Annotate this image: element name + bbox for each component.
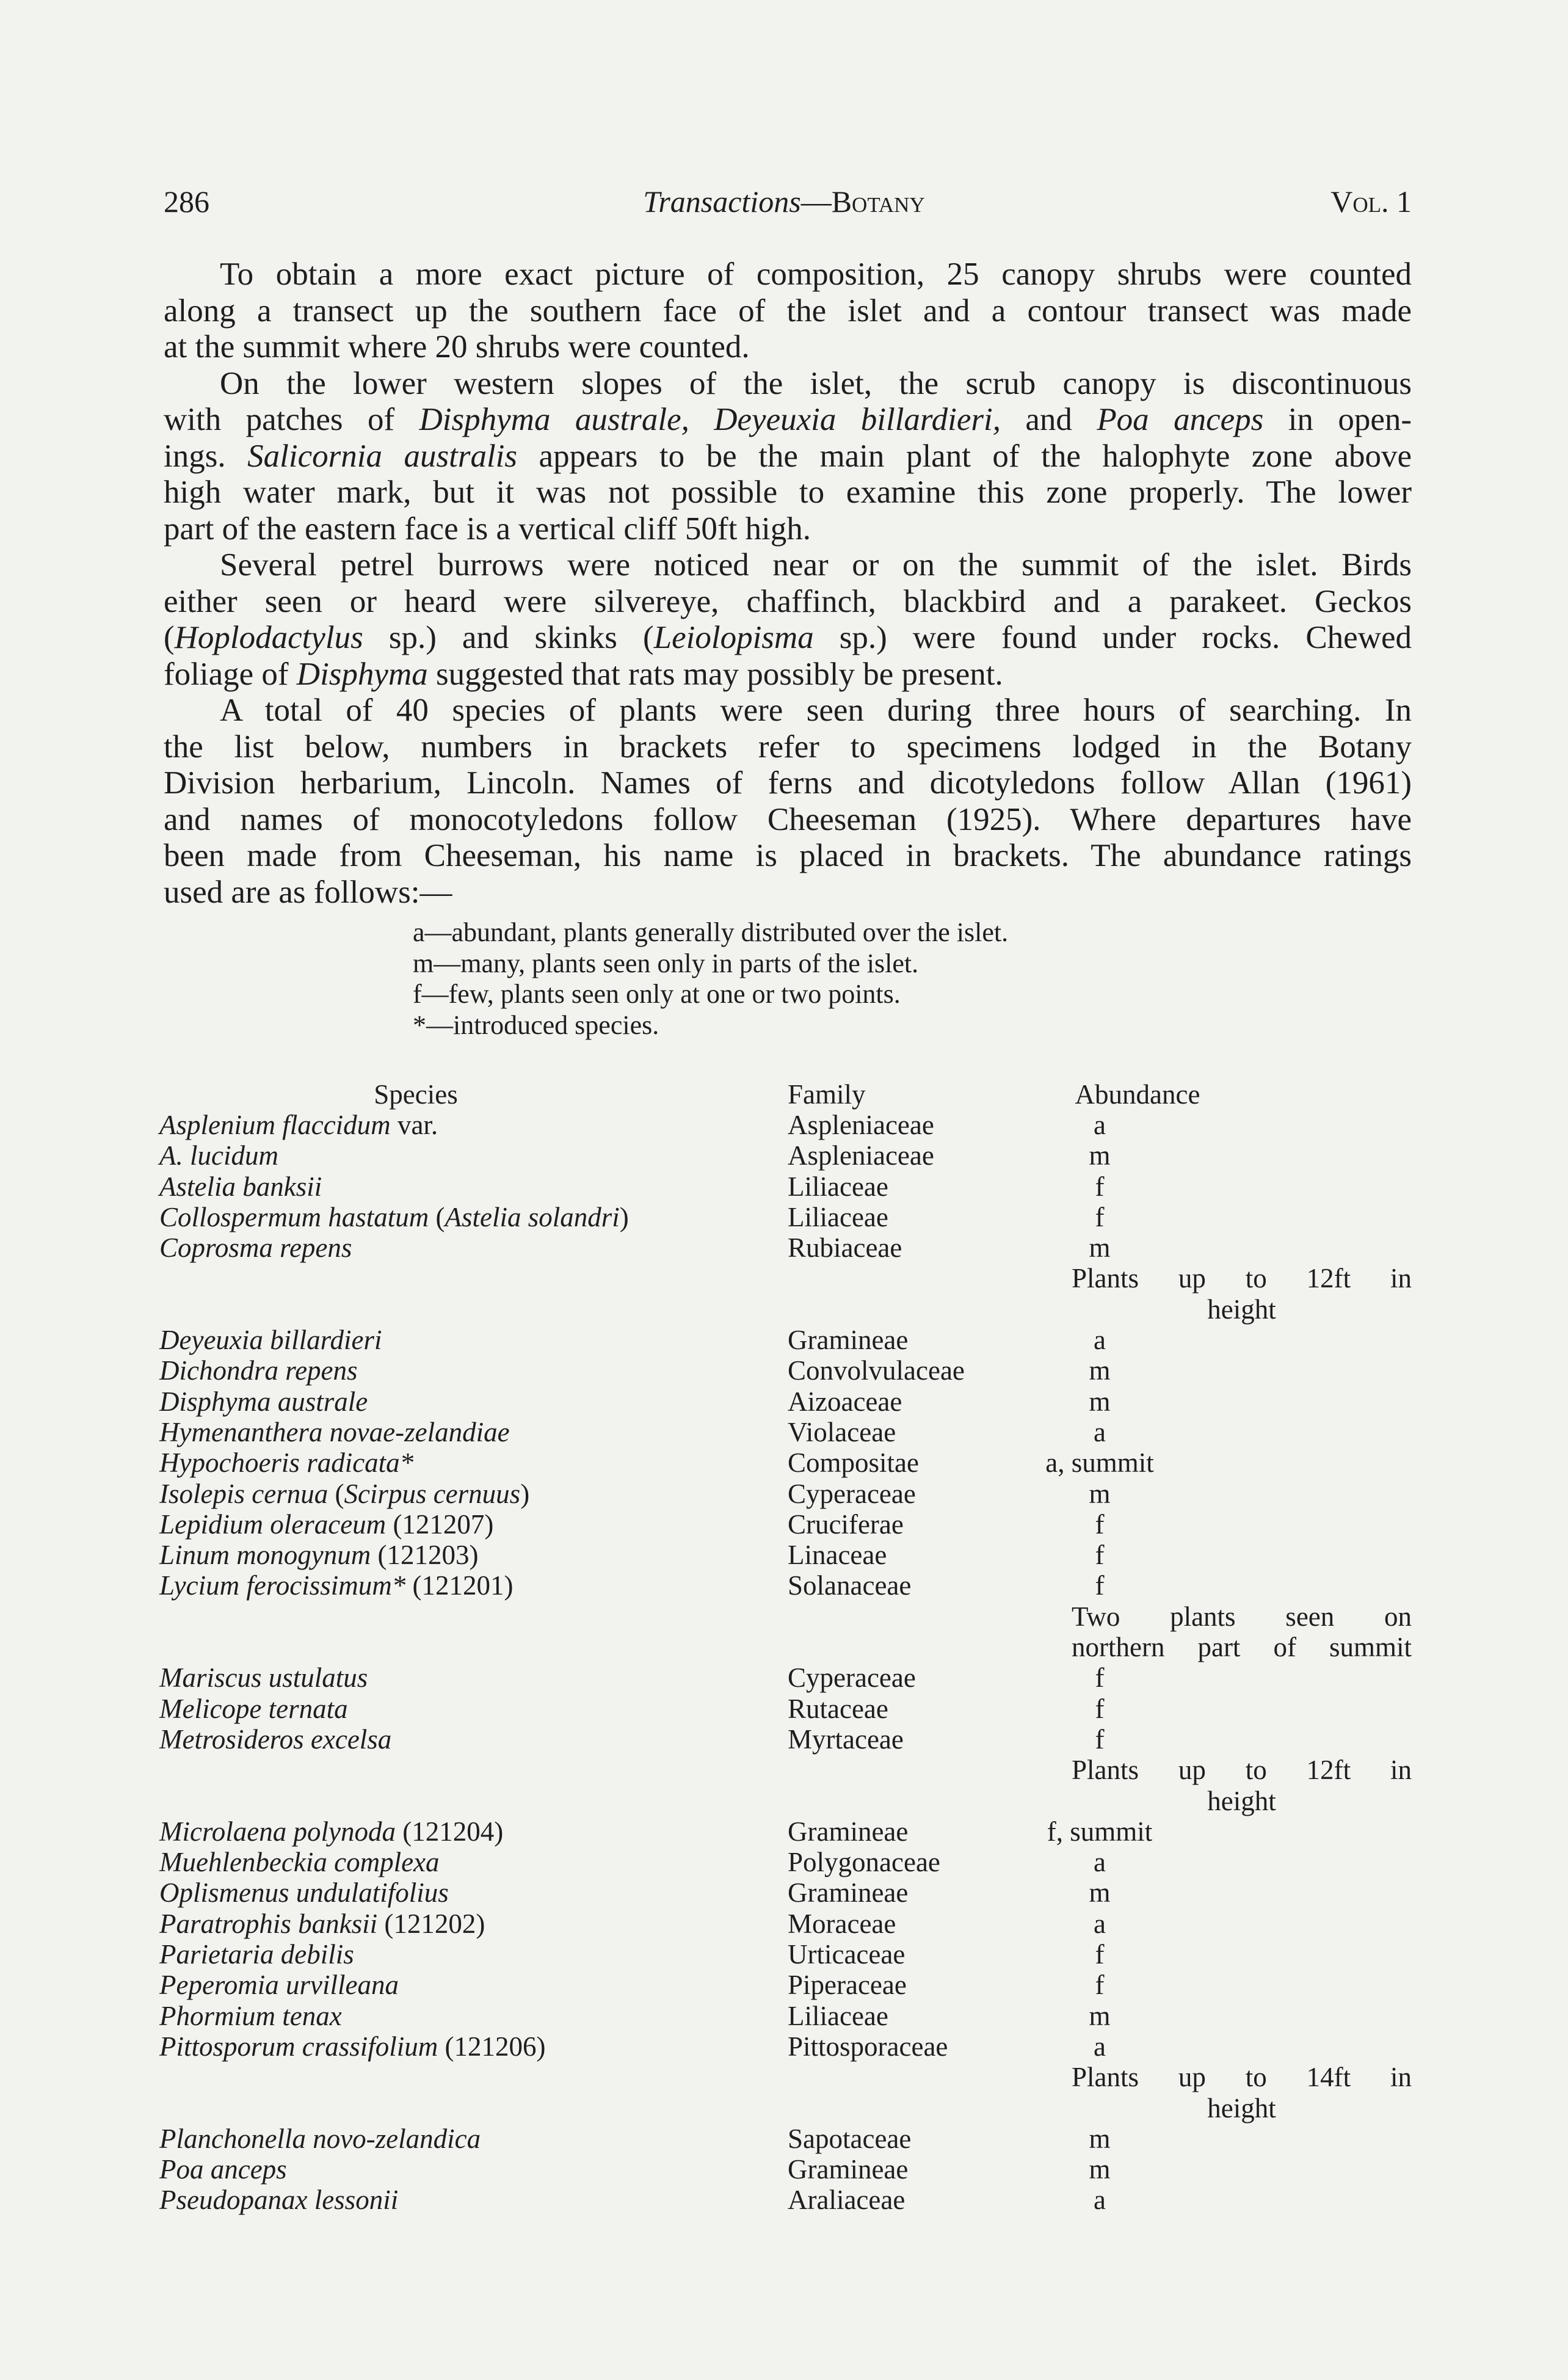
key-item: f—few, plants seen only at one or two points. bbox=[413, 979, 901, 1010]
abundance-cell: m bbox=[1089, 2000, 1111, 2031]
specimen-number: (121204) bbox=[402, 1816, 504, 1847]
species-cell bbox=[159, 1171, 322, 1202]
italic-taxon: Hoplodactylus bbox=[174, 620, 363, 655]
species-cell: Isolepis cernua (Scirpus cernuus) bbox=[159, 1478, 530, 1509]
species-name: Isolepis cernua bbox=[159, 1478, 328, 1509]
specimen-number: var. bbox=[397, 1110, 438, 1140]
abundance-cell: f bbox=[1095, 1939, 1105, 1970]
note-line: Plants up to 12ft in bbox=[1072, 1755, 1412, 1786]
table-row bbox=[159, 1662, 1412, 1693]
species-cell bbox=[159, 1877, 449, 1908]
family-cell: Pittosporaceae bbox=[788, 2031, 948, 2062]
species-name: Lepidium oleraceum bbox=[159, 1508, 387, 1540]
family-cell: Solanaceae bbox=[788, 1570, 912, 1601]
species-cell bbox=[159, 1386, 368, 1417]
family-cell: Piperaceae bbox=[788, 1970, 907, 2001]
family-cell: Aspleniaceae bbox=[788, 1140, 934, 1171]
abundance-cell: f bbox=[1095, 1508, 1105, 1540]
family-cell: Liliaceae bbox=[788, 1171, 888, 1202]
note-line: height bbox=[1207, 2092, 1276, 2123]
species-name: Peperomia urvilleana bbox=[159, 1970, 399, 2001]
text-line bbox=[164, 475, 1412, 511]
text-line bbox=[164, 293, 1412, 330]
species-name: A. lucidum bbox=[159, 1140, 278, 1171]
species-cell bbox=[159, 1570, 513, 1601]
table-row bbox=[159, 1110, 1412, 1140]
text-line bbox=[164, 729, 1412, 766]
abundance-cell: f bbox=[1095, 1171, 1105, 1202]
family-cell: Myrtaceae bbox=[788, 1723, 904, 1755]
species-cell bbox=[159, 1110, 438, 1140]
species-name: Coprosma repens bbox=[159, 1232, 352, 1264]
family-cell: Moraceae bbox=[788, 1908, 896, 1939]
species-cell bbox=[159, 1232, 352, 1263]
family-cell: Urticaceae bbox=[788, 1939, 906, 1970]
abundance-note bbox=[1072, 1755, 1412, 1816]
italic-taxon: Salicornia australis bbox=[247, 438, 518, 474]
line-text: along a transect up the southern face of the islet and a contour transect was made bbox=[164, 293, 1412, 329]
page-number: 286 bbox=[164, 184, 209, 219]
family-cell: Cyperaceae bbox=[788, 1478, 916, 1509]
species-cell bbox=[159, 2001, 342, 2031]
line-text: foliage of Disphyma suggested that rats may possibly be present. bbox=[164, 656, 1003, 692]
species-name: Phormium tenax bbox=[159, 2000, 342, 2031]
running-title-dash: — bbox=[800, 184, 832, 219]
text-line bbox=[164, 620, 1412, 657]
abundance-cell: m bbox=[1089, 2154, 1111, 2185]
species-cell bbox=[159, 1816, 503, 1847]
species-cell bbox=[159, 1447, 413, 1478]
table-row bbox=[159, 1540, 1412, 1570]
family-cell: Violaceae bbox=[788, 1416, 896, 1447]
table-row bbox=[159, 1140, 1412, 1171]
line-text: with patches of Disphyma australe, Deyeuxia billardieri, and Poa anceps in open- bbox=[164, 402, 1412, 437]
text-line bbox=[164, 366, 1412, 402]
italic-taxon: Leiolopisma bbox=[653, 620, 814, 655]
family-cell: Compositae bbox=[788, 1447, 919, 1479]
line-text: high water mark, but it was not possible to examine this zone properly. The lower bbox=[164, 475, 1412, 510]
paragraph bbox=[164, 257, 1412, 366]
table-row bbox=[159, 1509, 1412, 1540]
table-row bbox=[159, 1386, 1412, 1417]
abundance-cell: a bbox=[1094, 1110, 1106, 1140]
line-text: part of the eastern face is a vertical cliff 50ft high. bbox=[164, 511, 811, 547]
family-cell: Gramineae bbox=[788, 1877, 909, 1909]
species-name: Metrosideros excelsa bbox=[159, 1723, 392, 1755]
abundance-cell: a bbox=[1094, 1908, 1106, 1939]
family-cell: Rubiaceae bbox=[788, 1232, 902, 1264]
abundance-cell: f bbox=[1095, 1693, 1105, 1724]
family-cell: Linaceae bbox=[788, 1540, 887, 1571]
note-line: height bbox=[1207, 1785, 1276, 1816]
abundance-cell: m bbox=[1089, 1877, 1111, 1909]
note-row bbox=[159, 1601, 1412, 1663]
species-cell bbox=[159, 1417, 510, 1447]
family-cell: Gramineae bbox=[788, 1325, 909, 1356]
abundance-cell: a bbox=[1094, 1847, 1106, 1878]
table-row bbox=[159, 1447, 1412, 1478]
abundance-cell: a bbox=[1094, 1416, 1106, 1447]
line-text: used are as follows:— bbox=[164, 874, 452, 910]
note-line: Plants up to 14ft in bbox=[1072, 2062, 1412, 2093]
note-line: Two plants seen on bbox=[1072, 1601, 1412, 1632]
family-cell: Polygonaceae bbox=[788, 1847, 940, 1878]
family-cell: Gramineae bbox=[788, 1816, 909, 1847]
text-line bbox=[164, 693, 1412, 729]
abundance-cell: a bbox=[1094, 1325, 1106, 1356]
text-line bbox=[164, 439, 1412, 475]
table-row bbox=[159, 1232, 1412, 1263]
abundance-key bbox=[413, 917, 1008, 1041]
specimen-number: (121207) bbox=[393, 1508, 494, 1540]
header-species: Species bbox=[374, 1079, 458, 1110]
abundance-cell: f bbox=[1095, 1723, 1105, 1755]
table-row bbox=[159, 2185, 1412, 2215]
family-cell: Convolvulaceae bbox=[788, 1355, 965, 1386]
species-name: Mariscus ustulatus bbox=[159, 1662, 368, 1694]
note-line: Plants up to 12ft in bbox=[1072, 1263, 1412, 1294]
species-name: Hypochoeris radicata* bbox=[159, 1447, 414, 1479]
table-row bbox=[159, 1877, 1412, 1908]
abundance-note bbox=[1072, 2062, 1412, 2123]
species-cell bbox=[159, 2154, 287, 2185]
species-cell bbox=[159, 1694, 348, 1724]
species-name: Microlaena polynoda bbox=[159, 1816, 396, 1847]
line-text: at the summit where 20 shrubs were counted. bbox=[164, 329, 750, 365]
abundance-cell: m bbox=[1089, 1386, 1111, 1417]
table-row bbox=[159, 2154, 1412, 2185]
text-line bbox=[164, 802, 1412, 839]
table-row bbox=[159, 1939, 1412, 1970]
species-cell bbox=[159, 1970, 399, 2000]
species-cell bbox=[159, 2123, 481, 2154]
species-name: Paratrophis banksii bbox=[159, 1908, 378, 1939]
species-name: Poa anceps bbox=[159, 2154, 287, 2185]
species-name: Oplismenus undulatifolius bbox=[159, 1877, 449, 1909]
species-cell: Collospermum hastatum (Astelia solandri) bbox=[159, 1201, 629, 1232]
abundance-cell: m bbox=[1089, 1478, 1111, 1509]
family-cell: Rutaceae bbox=[788, 1693, 888, 1724]
abundance-cell: f bbox=[1095, 1570, 1105, 1601]
species-name: Pseudopanax lessonii bbox=[159, 2185, 399, 2216]
line-text: To obtain a more exact picture of composition, 25 canopy shrubs were counted bbox=[220, 257, 1412, 292]
abundance-cell: m bbox=[1089, 2123, 1111, 2154]
paragraph bbox=[164, 547, 1412, 693]
note-row bbox=[159, 1755, 1412, 1816]
specimen-number: (121202) bbox=[384, 1908, 485, 1939]
family-cell: Liliaceae bbox=[788, 1201, 888, 1232]
running-title-journal: Transactions bbox=[643, 184, 801, 219]
table-row bbox=[159, 1202, 1412, 1232]
species-name: Lycium ferocissimum* bbox=[159, 1570, 406, 1601]
line-text: and names of monocotyledons follow Cheeseman (1925). Where departures have bbox=[164, 801, 1412, 837]
family-cell: Aizoaceae bbox=[788, 1386, 902, 1417]
text-line bbox=[164, 838, 1412, 875]
species-cell bbox=[159, 1662, 368, 1693]
species-name: Astelia banksii bbox=[159, 1171, 322, 1202]
species-name: Disphyma australe bbox=[159, 1386, 368, 1417]
species-table bbox=[159, 1079, 1412, 2216]
species-name: Collospermum hastatum bbox=[159, 1201, 429, 1232]
line-text: either seen or heard were silvereye, chaffinch, blackbird and a parakeet. Geckos bbox=[164, 583, 1412, 619]
specimen-number: (121201) bbox=[412, 1570, 514, 1601]
family-cell: Sapotaceae bbox=[788, 2123, 912, 2154]
table-row bbox=[159, 1479, 1412, 1509]
note-line: northern part of summit bbox=[1072, 1632, 1412, 1663]
species-name: Melicope ternata bbox=[159, 1693, 348, 1724]
line-text: Division herbarium, Lincoln. Names of ferns and dicotyledons follow Allan (1961) bbox=[164, 765, 1412, 801]
species-name: Dichondra repens bbox=[159, 1355, 358, 1386]
family-cell: Aspleniaceae bbox=[788, 1110, 934, 1140]
table-row bbox=[159, 1171, 1412, 1202]
note-row bbox=[159, 2062, 1412, 2123]
species-cell bbox=[159, 2031, 546, 2062]
table-row bbox=[159, 1355, 1412, 1386]
key-item: m—many, plants seen only in parts of the islet. bbox=[413, 948, 919, 978]
text-line bbox=[164, 657, 1412, 693]
abundance-cell: f, summit bbox=[1047, 1816, 1153, 1847]
species-name: Asplenium flaccidum bbox=[159, 1110, 391, 1140]
species-name: Planchonella novo-zelandica bbox=[159, 2123, 481, 2154]
line-text: been made from Cheeseman, his name is placed in brackets. The abundance ratings bbox=[164, 838, 1412, 873]
abundance-cell: f bbox=[1095, 1201, 1105, 1232]
abundance-cell: m bbox=[1089, 1355, 1111, 1386]
note-row bbox=[159, 1263, 1412, 1325]
line-text: Several petrel burrows were noticed near or on the summit of the islet. Birds bbox=[220, 547, 1412, 583]
text-line bbox=[164, 875, 1412, 911]
specimen-number: (121203) bbox=[377, 1540, 479, 1571]
species-cell bbox=[159, 1847, 440, 1877]
line-text: ings. Salicornia australis appears to be the main plant of the halophyte zone above bbox=[164, 438, 1412, 474]
line-text: On the lower western slopes of the islet, the scrub canopy is discontinuous bbox=[220, 365, 1412, 401]
species-cell bbox=[159, 2185, 398, 2215]
line-text: (Hoplodactylus sp.) and skinks (Leiolopisma sp.) were found under rocks. Chewed bbox=[164, 620, 1412, 655]
species-name: Parietaria debilis bbox=[159, 1939, 354, 1970]
table-row bbox=[159, 1909, 1412, 1939]
note-line: height bbox=[1207, 1294, 1276, 1325]
volume-label: Vol. 1 bbox=[1330, 184, 1412, 219]
species-name: Linum monogynum bbox=[159, 1540, 371, 1571]
family-cell: Liliaceae bbox=[788, 2000, 888, 2031]
table-row bbox=[159, 2123, 1412, 2154]
text-line bbox=[164, 402, 1412, 439]
species-name: Deyeuxia billardieri bbox=[159, 1325, 382, 1356]
header-family: Family bbox=[788, 1079, 866, 1110]
line-text: A total of 40 species of plants were seen during three hours of searching. In bbox=[220, 693, 1412, 728]
species-cell bbox=[159, 1140, 278, 1171]
line-text: the list below, numbers in brackets refer to specimens lodged in the Botany bbox=[164, 729, 1412, 765]
abundance-cell: a bbox=[1094, 2031, 1106, 2062]
abundance-cell: m bbox=[1089, 1140, 1111, 1171]
table-row bbox=[159, 2001, 1412, 2031]
species-cell bbox=[159, 1355, 358, 1386]
running-title-section: Botany bbox=[831, 184, 925, 219]
key-item: *—introduced species. bbox=[413, 1010, 659, 1041]
abundance-cell: m bbox=[1089, 1232, 1111, 1264]
table-row bbox=[159, 1724, 1412, 1755]
family-cell: Cruciferae bbox=[788, 1508, 904, 1540]
italic-taxon: Disphyma bbox=[296, 656, 428, 692]
abundance-cell: f bbox=[1095, 1540, 1105, 1571]
table-row bbox=[159, 1816, 1412, 1847]
abundance-cell: f bbox=[1095, 1970, 1105, 2001]
text-line bbox=[164, 511, 1412, 548]
species-cell bbox=[159, 1325, 382, 1355]
family-cell: Cyperaceae bbox=[788, 1662, 916, 1694]
species-name: Hymenanthera novae-zelandiae bbox=[159, 1416, 510, 1447]
text-line bbox=[164, 547, 1412, 584]
italic-taxon: Disphyma australe, Deyeuxia billardieri, bbox=[419, 402, 1001, 437]
abundance-cell: a, summit bbox=[1045, 1447, 1154, 1479]
species-synonym: Scirpus cernuus bbox=[344, 1478, 521, 1509]
table-header bbox=[159, 1079, 1412, 1110]
abundance-note bbox=[1072, 1263, 1412, 1325]
species-cell bbox=[159, 1939, 354, 1970]
abundance-cell: a bbox=[1094, 2185, 1106, 2216]
body-text bbox=[164, 257, 1412, 911]
text-line bbox=[164, 329, 1412, 366]
key-item: a—abundant, plants generally distributed over the islet. bbox=[413, 917, 1009, 947]
table-row bbox=[159, 2031, 1412, 2062]
text-line bbox=[164, 584, 1412, 620]
text-line bbox=[164, 257, 1412, 293]
paragraph bbox=[164, 366, 1412, 548]
italic-taxon: Poa anceps bbox=[1097, 402, 1264, 437]
species-synonym: Astelia solandri bbox=[445, 1201, 620, 1232]
species-name: Pittosporum crassifolium bbox=[159, 2031, 438, 2062]
header-abundance: Abundance bbox=[1075, 1079, 1200, 1110]
family-cell: Gramineae bbox=[788, 2154, 909, 2185]
species-name: Muehlenbeckia complexa bbox=[159, 1847, 440, 1878]
species-cell bbox=[159, 1724, 391, 1755]
family-cell: Araliaceae bbox=[788, 2185, 906, 2216]
species-cell bbox=[159, 1540, 478, 1570]
specimen-number: (121206) bbox=[445, 2031, 546, 2062]
species-cell bbox=[159, 1509, 493, 1540]
table-row bbox=[159, 1847, 1412, 1877]
abundance-note bbox=[1072, 1601, 1412, 1663]
table-row bbox=[159, 1694, 1412, 1724]
table-row bbox=[159, 1325, 1412, 1355]
paragraph bbox=[164, 693, 1412, 911]
text-line bbox=[164, 765, 1412, 802]
table-row bbox=[159, 1417, 1412, 1447]
table-row bbox=[159, 1570, 1412, 1601]
table-row bbox=[159, 1970, 1412, 2000]
species-cell bbox=[159, 1909, 485, 1939]
abundance-cell: f bbox=[1095, 1662, 1105, 1694]
